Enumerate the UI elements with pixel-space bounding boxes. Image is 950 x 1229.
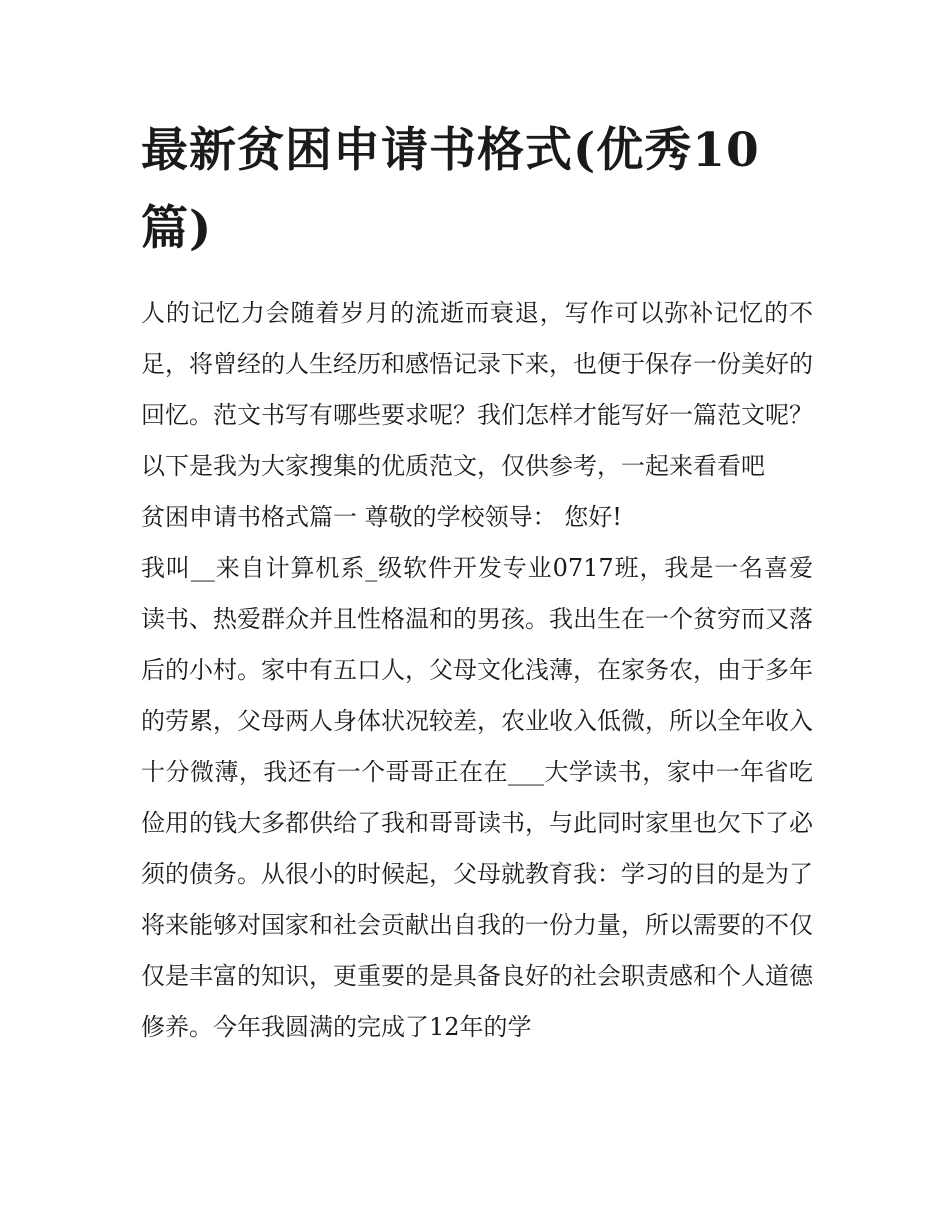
document-page <box>141 112 813 1053</box>
document-title: 最新贫困申请书格式(优秀10篇) <box>141 123 760 256</box>
section-heading: 贫困申请书格式篇一 尊敬的学校领导： 您好! <box>141 503 622 531</box>
intro-paragraph: 人的记忆力会随着岁月的流逝而衰退，写作可以弥补记忆的不足，将曾经的人生经历和感悟记录下来，也便于保存一份美好的回忆。范文书写有哪些要求呢？我们怎样才能写好一篇范文呢？以下是我为大家搜集的优质范文，仅供参考，一起来看看吧 <box>141 299 813 480</box>
body-paragraph: 我叫__来自计算机系_级软件开发专业0717班，我是一名喜爱读书、热爱群众并且性格温和的男孩。我出生在一个贫穷而又落后的小村。家中有五口人，父母文化浅薄，在家务农，由于多年的劳累，父母两人身体状况较差，农业收入低微，所以全年收入十分微薄，我还有一个哥哥正在在___大学读书，家中一年省吃俭用的钱大多都供给了我和哥哥读书，与此同时家里也欠下了必须的债务。从很小的时候起，父母就教育我：学习的目的是为了将来能够对国家和社会贡献出自我的一份力量，所以需要的不仅仅是丰富的知识，更重要的是具备良好的社会职责感和个人道德修养。今年我圆满的完成了12年的学 <box>141 554 813 1041</box>
